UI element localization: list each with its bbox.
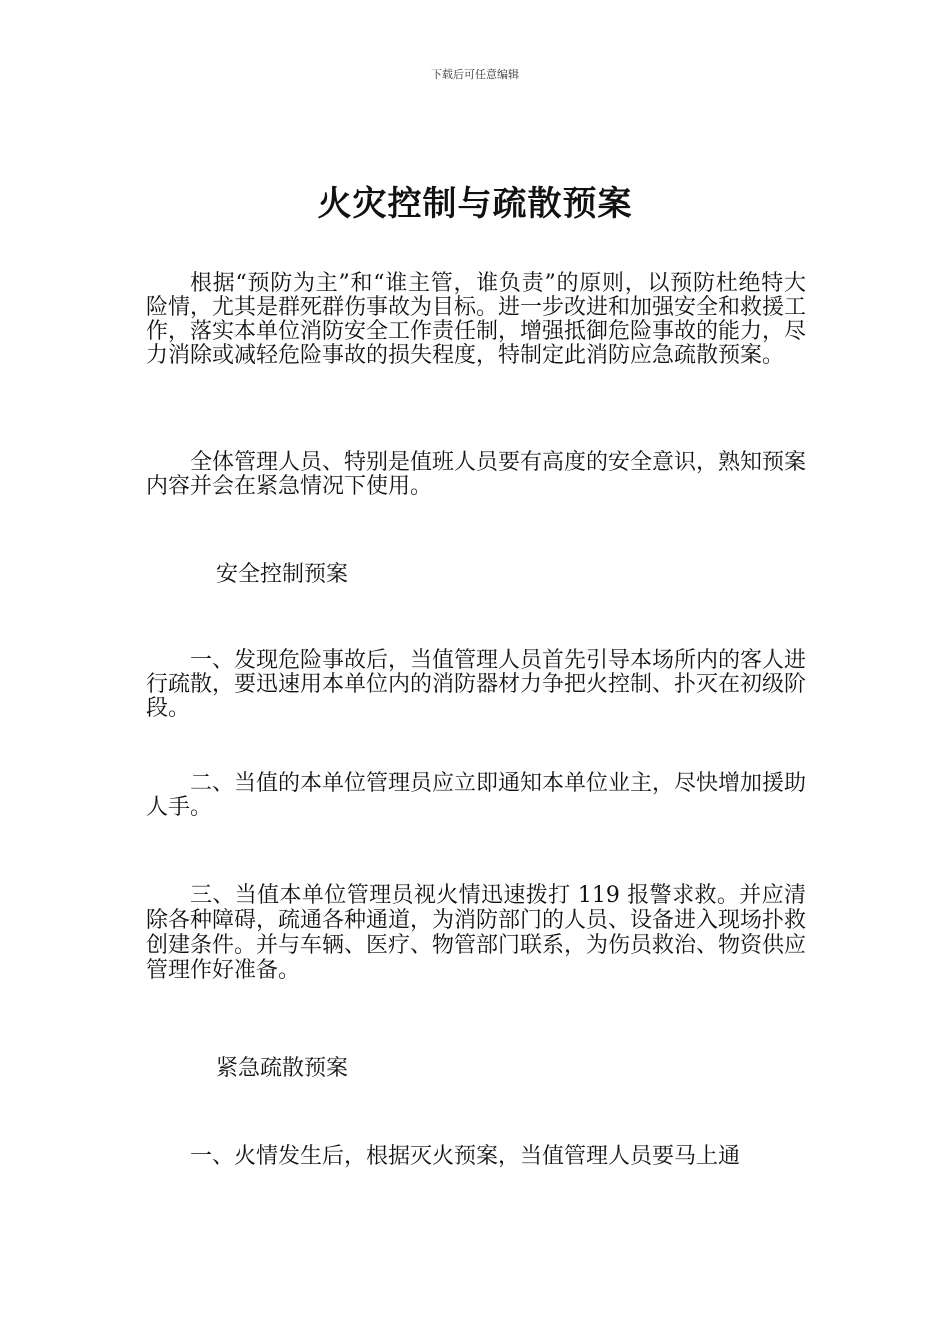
control-step-3: 三、当值本单位管理员视火情迅速拨打 119 报警求救。并应清除各种障碍，疏通各种通道，为消防部门的人员、设备进入现场扑救创建条件。并与车辆、医疗、物管部门联系，为伤员救治、物资供应管理作好准备。 [146, 883, 807, 983]
section-heading-evacuation: 紧急疏散预案 [216, 1056, 349, 1081]
awareness-paragraph: 全体管理人员、特别是值班人员要有高度的安全意识，熟知预案内容并会在紧急情况下使用。 [146, 450, 807, 499]
intro-paragraph: 根据“预防为主”和“谁主管，谁负责”的原则，以预防杜绝特大险情，尤其是群死群伤事故为目标。进一步改进和加强安全和救援工作，落实本单位消防安全工作责任制，增强抵御危险事故的能力，尽力消除或减轻危险事故的损失程度，特制定此消防应急疏散预案。 [146, 271, 807, 368]
header-note: 下载后可任意编辑 [431, 68, 519, 81]
section-heading-safety-control: 安全控制预案 [216, 562, 349, 587]
control-step-1: 一、发现危险事故后，当值管理人员首先引导本场所内的客人进行疏散，要迅速用本单位内的消防器材力争把火控制、扑灭在初级阶段。 [146, 648, 807, 721]
control-step-2: 二、当值的本单位管理员应立即通知本单位业主，尽快增加援助人手。 [146, 771, 807, 820]
document-title: 火灾控制与疏散预案 [317, 184, 633, 224]
evacuation-step-1: 一、火情发生后，根据灭火预案，当值管理人员要马上通 [190, 1144, 741, 1169]
